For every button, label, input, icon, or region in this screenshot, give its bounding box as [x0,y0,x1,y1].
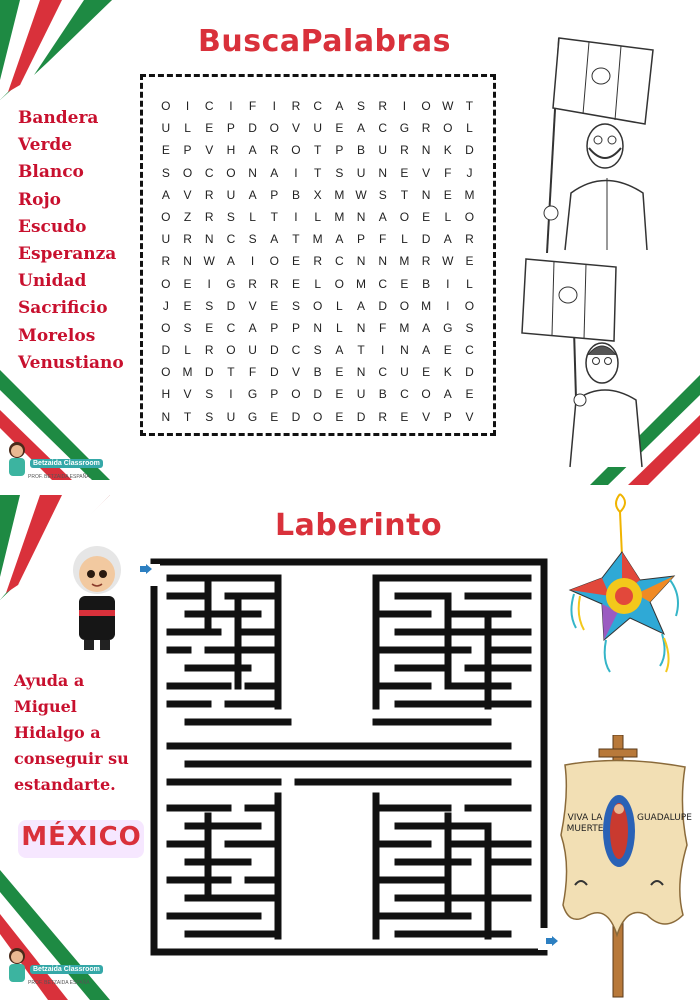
grid-letter[interactable]: R [269,143,279,158]
grid-letter[interactable]: A [357,298,366,313]
grid-letter[interactable]: V [465,409,474,424]
grid-letter[interactable]: D [465,365,474,380]
grid-letter[interactable]: F [444,165,452,180]
grid-letter[interactable]: I [250,254,255,269]
grid-row [155,184,481,206]
grid-letter[interactable]: S [335,165,344,180]
word-list [18,105,138,377]
grid-letter[interactable]: C [226,320,236,335]
brand-name: Betzaida Classroom [30,965,103,974]
brand-subtitle: PROF. BETZAIDA ESPAÑA [28,980,90,986]
grid-letter[interactable]: E [400,165,409,180]
word-list-item: Bandera [18,108,99,128]
grid-letter[interactable]: S [226,209,235,224]
grid-letter[interactable]: I [185,99,190,113]
grid-row [155,339,481,361]
grid-letter[interactable]: N [356,209,366,224]
grid-row [155,117,481,139]
grid-letter[interactable]: B [357,143,366,158]
grid-letter[interactable]: S [161,165,170,180]
grid-letter[interactable]: O [161,365,171,380]
grid-letter[interactable]: O [182,165,193,180]
grid-letter[interactable]: E [183,276,192,291]
grid-letter[interactable]: V [422,165,431,180]
grid-letter[interactable]: S [465,320,474,335]
grid-letter[interactable]: E [270,298,279,313]
grid-letter[interactable]: N [356,254,366,269]
grid-letter[interactable]: I [381,343,385,358]
banner-right-text: GUADALUPE [637,813,692,823]
grid-letter[interactable]: E [335,121,344,136]
grid-letter[interactable]: O [161,320,171,335]
grid-letter[interactable]: E [400,409,409,424]
brand-subtitle: PROF. BETZAIDA ESPAÑA [28,474,90,480]
grid-letter[interactable]: O [443,121,453,136]
grid-row [155,317,481,339]
grid-letter[interactable]: K [443,365,452,380]
grid-letter[interactable]: F [379,320,387,335]
grid-letter[interactable]: A [422,320,431,335]
grid-letter[interactable]: U [356,165,366,180]
grid-letter[interactable]: T [313,165,322,180]
estandarte-banner-art [555,735,695,1000]
grid-letter[interactable]: M [334,187,345,202]
grid-letter[interactable]: M [399,320,410,335]
mexico-word: MÉXICO [21,822,142,852]
grid-letter[interactable]: A [226,254,235,269]
grid-letter[interactable]: N [183,254,192,269]
grid-letter[interactable]: A [357,121,366,136]
grid-letter[interactable]: S [248,232,257,247]
grid-letter[interactable]: L [314,209,321,224]
grid-letter[interactable]: K [443,143,452,158]
grid-letter[interactable]: A [443,387,452,402]
grid-letter[interactable]: T [357,343,365,358]
grid-letter[interactable]: R [204,343,214,358]
word-list-item: Morelos [18,325,96,346]
word-list-item: Unidad [18,271,87,292]
grid-letter[interactable]: M [464,187,475,202]
wordsearch-grid-box [140,74,496,436]
grid-letter[interactable]: E [291,276,300,291]
grid-letter[interactable]: S [205,387,214,402]
grid-letter[interactable]: N [161,409,171,424]
grid-letter[interactable]: R [421,121,431,136]
grid-letter[interactable]: M [182,365,193,380]
grid-letter[interactable]: R [465,232,474,247]
grid-letter[interactable]: O [399,209,410,224]
grid-letter[interactable]: O [399,298,410,313]
grid-letter[interactable]: T [270,209,278,224]
grid-letter[interactable]: S [183,320,192,335]
grid-letter[interactable]: X [313,187,322,202]
grid-letter[interactable]: S [378,187,387,202]
grid-row [155,162,481,184]
grid-letter[interactable]: C [378,276,388,291]
grid-letter[interactable]: P [443,409,452,424]
grid-letter[interactable]: N [356,320,366,335]
grid-letter[interactable]: L [336,320,343,335]
grid-letter[interactable]: D [313,387,322,402]
grid-letter[interactable]: R [291,99,301,113]
grid-letter[interactable]: C [378,365,388,380]
grid-letter[interactable]: N [248,165,257,180]
grid-letter[interactable]: D [226,298,236,313]
mexico-lettering [14,812,149,864]
grid-letter[interactable]: V [291,365,300,380]
grid-letter[interactable]: O [291,143,301,158]
grid-row [155,250,481,272]
grid-letter[interactable]: E [465,387,474,402]
grid-letter[interactable]: S [313,343,322,358]
grid-letter[interactable]: U [356,387,366,402]
grid-letter[interactable]: D [269,365,279,380]
grid-letter[interactable]: O [291,387,301,402]
grid-letter[interactable]: L [184,121,191,136]
grid-letter[interactable]: I [272,99,276,113]
grid-letter[interactable]: C [204,165,214,180]
grid-letter[interactable]: E [291,254,300,269]
grid-letter[interactable]: R [204,187,214,202]
grid-letter[interactable]: D [378,298,388,313]
grid-letter[interactable]: R [378,99,388,113]
grid-letter[interactable]: L [466,121,473,136]
grid-row [155,383,481,405]
grid-letter[interactable]: C [335,254,344,269]
word-list-item: Sacrificio [18,298,108,319]
grid-letter[interactable]: D [161,343,171,358]
grid-letter[interactable]: A [248,320,257,335]
grid-letter[interactable]: R [248,276,257,291]
grid-row [155,295,481,317]
grid-letter[interactable]: E [335,365,344,380]
grid-row [155,139,481,161]
grid-letter[interactable]: A [335,343,344,358]
miguel-hidalgo-character [62,540,132,655]
grid-letter[interactable]: D [204,365,214,380]
grid-letter[interactable]: A [335,232,344,247]
grid-letter[interactable]: I [229,387,233,402]
grid-letter[interactable]: A [378,209,387,224]
grid-letter[interactable]: O [334,276,345,291]
grid-letter[interactable]: R [400,143,409,158]
grid-letter[interactable]: O [161,209,171,224]
grid-letter[interactable]: L [184,343,191,358]
grid-letter[interactable]: M [356,276,367,291]
grid-letter[interactable]: C [226,232,236,247]
grid-letter[interactable]: O [312,298,323,313]
grid-letter[interactable]: O [161,99,171,113]
grid-letter[interactable]: D [269,343,279,358]
grid-letter[interactable]: L [314,276,321,291]
grid-letter[interactable]: T [465,99,474,113]
banner-left-text: VIVA LA MUERTE [566,813,604,834]
maze-title: Laberinto [275,508,443,543]
grid-letter[interactable]: O [464,298,475,313]
grid-letter[interactable]: I [229,99,233,113]
grid-letter[interactable]: U [248,343,257,358]
grid-letter[interactable]: T [400,187,409,202]
grid-letter[interactable]: R [313,254,322,269]
grid-letter[interactable]: E [443,187,452,202]
word-list-item: Venustiano [18,352,124,373]
wordsearch-title: BuscaPalabras [198,24,451,59]
grid-letter[interactable]: V [422,409,431,424]
grid-letter[interactable]: V [183,187,192,202]
grid-letter[interactable]: M [399,254,410,269]
grid-letter[interactable]: U [400,365,409,380]
grid-letter[interactable]: T [183,409,192,424]
grid-letter[interactable]: S [357,99,366,113]
grid-letter[interactable]: P [270,187,279,202]
grid-letter[interactable]: L [336,298,343,313]
grid-letter[interactable]: G [247,409,258,424]
grid-letter[interactable]: E [400,276,409,291]
grid-letter[interactable]: O [421,387,431,402]
grid-letter[interactable]: W [442,254,454,269]
maze-entry-arrow-icon [140,564,152,574]
grid-letter[interactable]: O [161,276,171,291]
grid-letter[interactable]: O [312,409,323,424]
grid-letter[interactable]: C [204,99,214,113]
grid-letter[interactable]: N [421,187,431,202]
grid-letter[interactable]: D [356,409,366,424]
grid-letter[interactable]: F [248,365,257,380]
grid-letter[interactable]: R [183,232,192,247]
grid-letter[interactable]: N [378,165,388,180]
grid-letter[interactable]: A [248,187,257,202]
grid-letter[interactable]: J [466,165,473,180]
grid-letter[interactable]: E [270,409,279,424]
grid-row [155,206,481,228]
grid-letter[interactable]: U [226,409,236,424]
grid-letter[interactable]: V [183,387,192,402]
grid-letter[interactable]: W [442,99,454,113]
grid-letter[interactable]: I [402,99,407,113]
grid-letter[interactable]: V [248,298,257,313]
grid-letter[interactable]: B [422,276,431,291]
grid-letter[interactable]: A [335,99,344,113]
grid-letter[interactable]: I [446,298,450,313]
grid-letter[interactable]: G [443,320,453,335]
word-list-item: Verde [18,135,73,156]
grid-letter[interactable]: R [421,254,431,269]
grid-row [155,361,481,383]
grid-row [155,95,481,117]
grid-letter[interactable]: B [313,365,322,380]
teacher-avatar-icon [4,438,30,478]
grid-letter[interactable]: E [183,298,192,313]
grid-letter[interactable]: N [400,343,409,358]
grid-letter[interactable]: S [205,298,214,313]
grid-row [155,406,481,428]
grid-row [155,228,481,250]
grid-letter[interactable]: O [226,165,236,180]
grid-letter[interactable]: U [161,232,171,247]
teacher-avatar-icon [4,944,30,984]
grid-letter[interactable]: R [204,209,214,224]
grid-letter[interactable]: D [248,121,257,136]
grid-letter[interactable]: E [205,320,214,335]
grid-letter[interactable]: L [466,276,473,291]
grid-letter[interactable]: H [161,387,171,402]
grid-letter[interactable]: L [249,209,256,224]
grid-letter[interactable]: G [226,276,236,291]
grid-letter[interactable]: R [269,276,279,291]
grid-letter[interactable]: P [291,320,300,335]
grid-letter[interactable]: B [378,387,387,402]
grid-letter[interactable]: T [292,232,300,247]
grid-letter[interactable]: M [334,209,345,224]
grid-letter[interactable]: A [248,143,257,158]
grid-letter[interactable]: E [465,254,474,269]
grid-letter[interactable]: R [161,254,171,269]
grid-letter[interactable]: P [335,143,344,158]
grid-letter[interactable]: R [378,409,388,424]
grid-letter[interactable]: G [247,387,258,402]
estandarte-banner-illustration [555,735,695,1000]
grid-letter[interactable]: A [161,187,170,202]
grid-letter[interactable]: O [464,209,475,224]
grid-letter[interactable]: I [207,276,211,291]
grid-letter[interactable]: V [291,121,300,136]
corner-flag-decoration-top-left [0,0,120,105]
grid-letter[interactable]: U [313,121,322,136]
grid-letter[interactable]: J [162,298,169,313]
grid-letter[interactable]: C [313,99,322,113]
grid-letter[interactable]: L [444,209,452,224]
grid-letter[interactable]: P [270,320,279,335]
grid-letter[interactable]: U [378,143,388,158]
grid-letter[interactable]: M [312,232,323,247]
grid-letter[interactable]: U [226,187,236,202]
grid-letter[interactable]: A [443,232,452,247]
grid-letter[interactable]: T [227,365,235,380]
grid-letter[interactable]: T [313,143,322,158]
maze [148,556,550,958]
word-list-item: Esperanza [18,243,117,264]
grid-letter[interactable]: C [400,387,409,402]
grid-letter[interactable]: I [294,165,298,180]
grid-letter[interactable]: N [204,232,214,247]
grid-letter[interactable]: P [183,143,192,158]
grid-letter[interactable]: A [270,165,279,180]
word-list-item: Blanco [18,162,84,183]
man-holding-flag-illustration-2 [518,255,668,470]
grid-letter[interactable]: N [356,365,366,380]
grid-letter[interactable]: L [401,232,408,247]
grid-letter[interactable]: V [205,143,214,158]
grid-letter[interactable]: P [357,232,366,247]
grid-letter[interactable]: D [465,143,474,158]
word-list-item: Escudo [18,216,87,237]
grid-letter[interactable]: W [203,254,215,269]
grid-letter[interactable]: C [465,343,474,358]
grid-letter[interactable]: S [205,409,214,424]
grid-letter[interactable]: C [378,121,388,136]
grid-letter[interactable]: B [291,187,300,202]
maze-instructions: Ayuda a Miguel Hidalgo a conseguir su estandarte. [14,671,129,794]
wordsearch-grid [155,95,481,428]
grid-letter[interactable]: O [269,121,279,136]
grid-letter[interactable]: N [378,254,388,269]
grid-letter[interactable]: N [421,143,431,158]
grid-letter[interactable]: C [291,343,301,358]
grid-row [155,273,481,295]
grid-letter[interactable]: P [226,121,235,136]
word-list-item: Rojo [18,189,61,210]
grid-letter[interactable]: I [294,209,298,224]
grid-letter[interactable]: W [355,187,367,202]
grid-letter[interactable]: A [422,343,431,358]
grid-letter[interactable]: G [399,121,410,136]
pinata-star-illustration [560,490,690,690]
grid-letter[interactable]: D [291,409,301,424]
grid-letter[interactable]: D [421,232,431,247]
grid-letter[interactable]: P [270,387,279,402]
grid-letter[interactable]: S [291,298,300,313]
grid-letter[interactable]: F [248,99,257,113]
brand-name: Betzaida Classroom [30,459,103,468]
grid-letter[interactable]: E [422,209,431,224]
grid-letter[interactable]: O [421,99,431,113]
grid-letter[interactable]: E [335,387,344,402]
grid-letter[interactable]: E [161,143,170,158]
grid-letter[interactable]: Z [183,209,192,224]
grid-letter[interactable]: M [421,298,432,313]
grid-letter[interactable]: E [422,365,431,380]
grid-letter[interactable]: O [226,343,236,358]
grid-letter[interactable]: F [379,232,387,247]
grid-letter[interactable]: I [446,276,450,291]
grid-letter[interactable]: O [269,254,279,269]
grid-letter[interactable]: U [161,121,171,136]
grid-letter[interactable]: E [335,409,344,424]
grid-letter[interactable]: A [270,232,279,247]
man-holding-flag-illustration-1 [525,28,675,258]
grid-letter[interactable]: E [443,343,452,358]
grid-letter[interactable]: N [313,320,322,335]
grid-letter[interactable]: E [205,121,214,136]
grid-letter[interactable]: H [226,143,236,158]
